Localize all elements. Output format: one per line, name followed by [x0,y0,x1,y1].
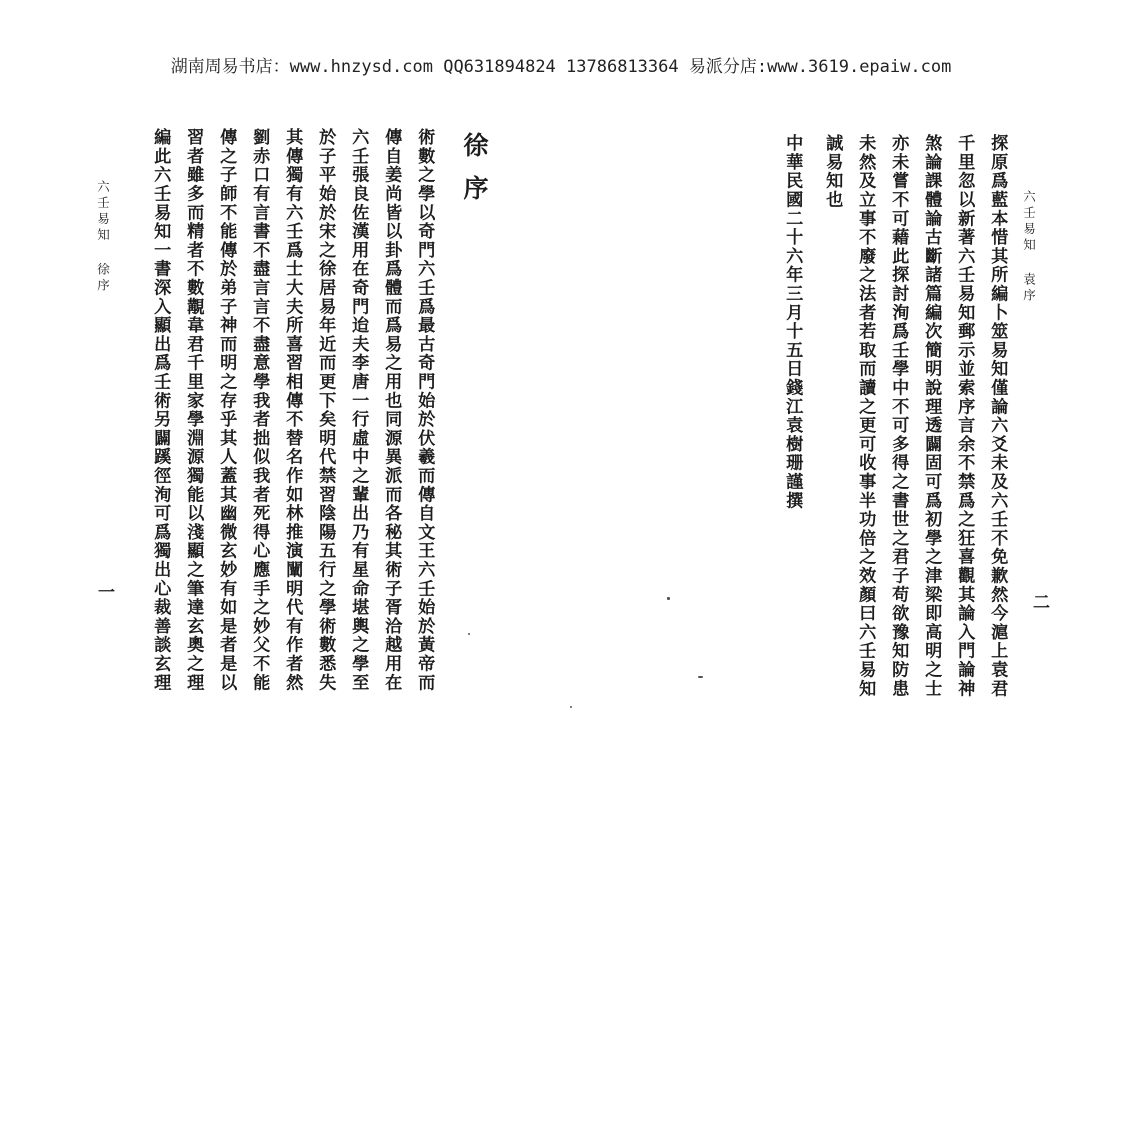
left-text-line: 傳之子師不能傳於弟子神而明之存乎其人蓋其幽微玄妙有如是者是以 [216,128,237,692]
left-running-head: 六壬易知 徐序 [95,180,111,295]
left-text-line: 於子平始於宋之徐居易年近而更下矣明代禁習陰陽五行之學術數悉失 [315,128,336,692]
left-text-line: 六壬張良佐漢用在奇門迨夫李唐一行虛中之輩出乃有星命堪輿之學至 [348,128,369,692]
scan-speck [468,633,470,635]
scan-speck [698,676,703,678]
right-text-line: 誠易知也 [822,134,843,210]
left-page-number: 一 [94,583,114,600]
scan-speck [667,597,670,600]
bookstore-banner: 湖南周易书店：www.hnzysd.com QQ631894824 13786813364 易派分店:www.3619.epaiw.com [170,57,952,77]
date-signature-line: 中華民國二十六年三月十五日錢江袁樹珊謹撰 [782,134,803,510]
left-text-line: 其傳獨有六壬爲士大夫所喜習相傳不替名作如林推演闡明代有作者然 [282,128,303,692]
left-text-line: 習者雖多而精者不數覯韋君千里家學淵源獨能以淺顯之筆達玄奧之理 [183,128,204,692]
right-text-line: 煞論課體論古斷諸篇編次簡明說理透闢固可爲初學之津梁即高明之士 [921,134,942,698]
preface-title: 徐序 [460,132,489,218]
left-text-line: 術數之學以奇門六壬爲最古奇門始於伏羲而傳自文王六壬始於黃帝而 [414,128,435,692]
right-text-line: 探原爲藍本惜其所編卜筮易知僅論六爻未及六壬不免歉然今滬上袁君 [987,134,1008,698]
right-text-line: 千里忽以新著六壬易知郵示並索序言余不禁爲之狂喜觀其論入門論神 [954,134,975,698]
right-running-head: 六壬易知 袁序 [1021,190,1037,305]
left-text-line: 劉赤口有言書不盡言言不盡意學我者拙似我者死得心應手之妙父不能 [249,128,270,692]
scan-speck [570,706,572,708]
right-text-line: 未然及立事不廢之法者若取而讀之更可收事半功倍之效顏曰六壬易知 [855,134,876,698]
left-text-line: 傳自姜尚皆以卦爲體而爲易之用也同源異派而各秘其術子胥洽越用在 [381,128,402,692]
right-page-number: 二 [1029,593,1049,610]
left-text-line: 編此六壬易知一書深入顯出爲壬術另闢蹊徑洵可爲獨出心裁善談玄理 [150,128,171,692]
right-text-line: 亦未嘗不可藉此探討洵爲壬學中不可多得之書世之君子苟欲豫知防患 [888,134,909,698]
